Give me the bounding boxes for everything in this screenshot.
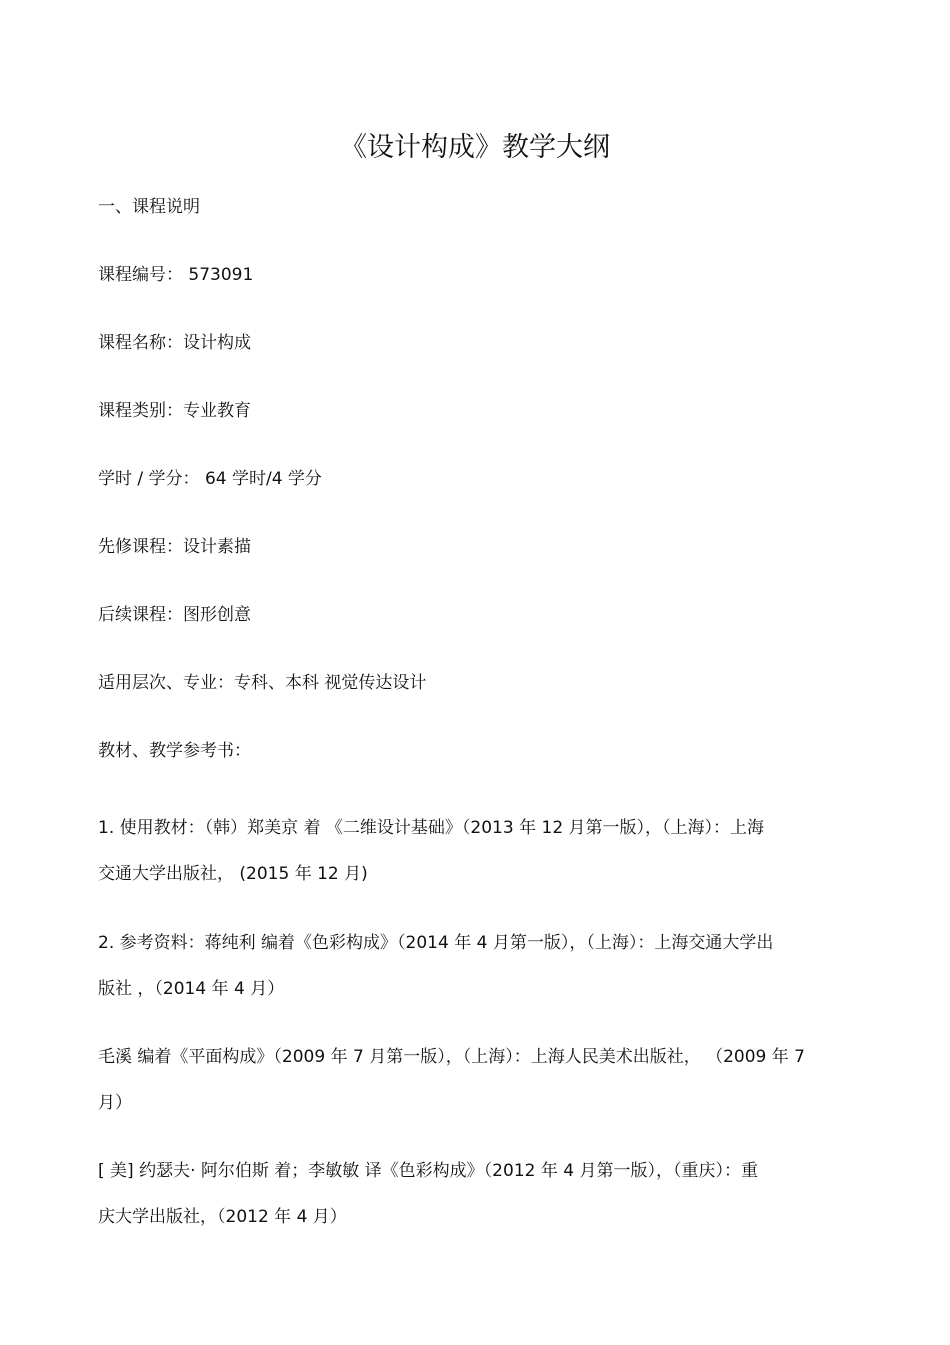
applicable-level: 适用层次、专业：专科、本科 视觉传达设计 bbox=[98, 673, 427, 693]
follow-up-course: 后续课程：图形创意 bbox=[98, 605, 251, 625]
reference-item bbox=[98, 1148, 858, 1240]
credit-hours: 学时 / 学分： 64 学时/4 学分 bbox=[98, 469, 322, 489]
reference-item bbox=[98, 1034, 858, 1126]
reference-line: 交通大学出版社， (2015 年 12 月) bbox=[98, 864, 368, 884]
reference-item bbox=[98, 805, 858, 897]
textbooks-label: 教材、教学参考书： bbox=[98, 741, 251, 761]
course-number: 课程编号： 573091 bbox=[98, 265, 254, 285]
reference-line: [ 美] 约瑟夫· 阿尔伯斯 着；李敏敏 译《色彩构成》（2012 年 4 月第一版），（重庆）：重 bbox=[98, 1161, 758, 1181]
reference-line: 版社 ，（2014 年 4 月） bbox=[98, 979, 285, 999]
reference-line: 月） bbox=[98, 1093, 132, 1113]
reference-line: 庆大学出版社，（2012 年 4 月） bbox=[98, 1207, 347, 1227]
course-category: 课程类别：专业教育 bbox=[98, 401, 251, 421]
prerequisite-course: 先修课程：设计素描 bbox=[98, 537, 251, 557]
reference-line: 毛溪 编着《平面构成》（2009 年 7 月第一版），（上海）：上海人民美术出版社， （2009 年 7 bbox=[98, 1047, 805, 1067]
reference-line: 2. 参考资料：蒋纯利 编着《色彩构成》（2014 年 4 月第一版），（上海）：上海交通大学出 bbox=[98, 933, 774, 953]
reference-item bbox=[98, 920, 858, 1012]
reference-line: 1. 使用教材：（韩）郑美京 着 《二维设计基础》（2013 年 12 月第一版），（上海）：上海 bbox=[98, 818, 765, 838]
section-heading: 一、课程说明 bbox=[98, 197, 200, 217]
document-title: 《设计构成》教学大纲 bbox=[340, 132, 610, 163]
course-name: 课程名称：设计构成 bbox=[98, 333, 251, 353]
